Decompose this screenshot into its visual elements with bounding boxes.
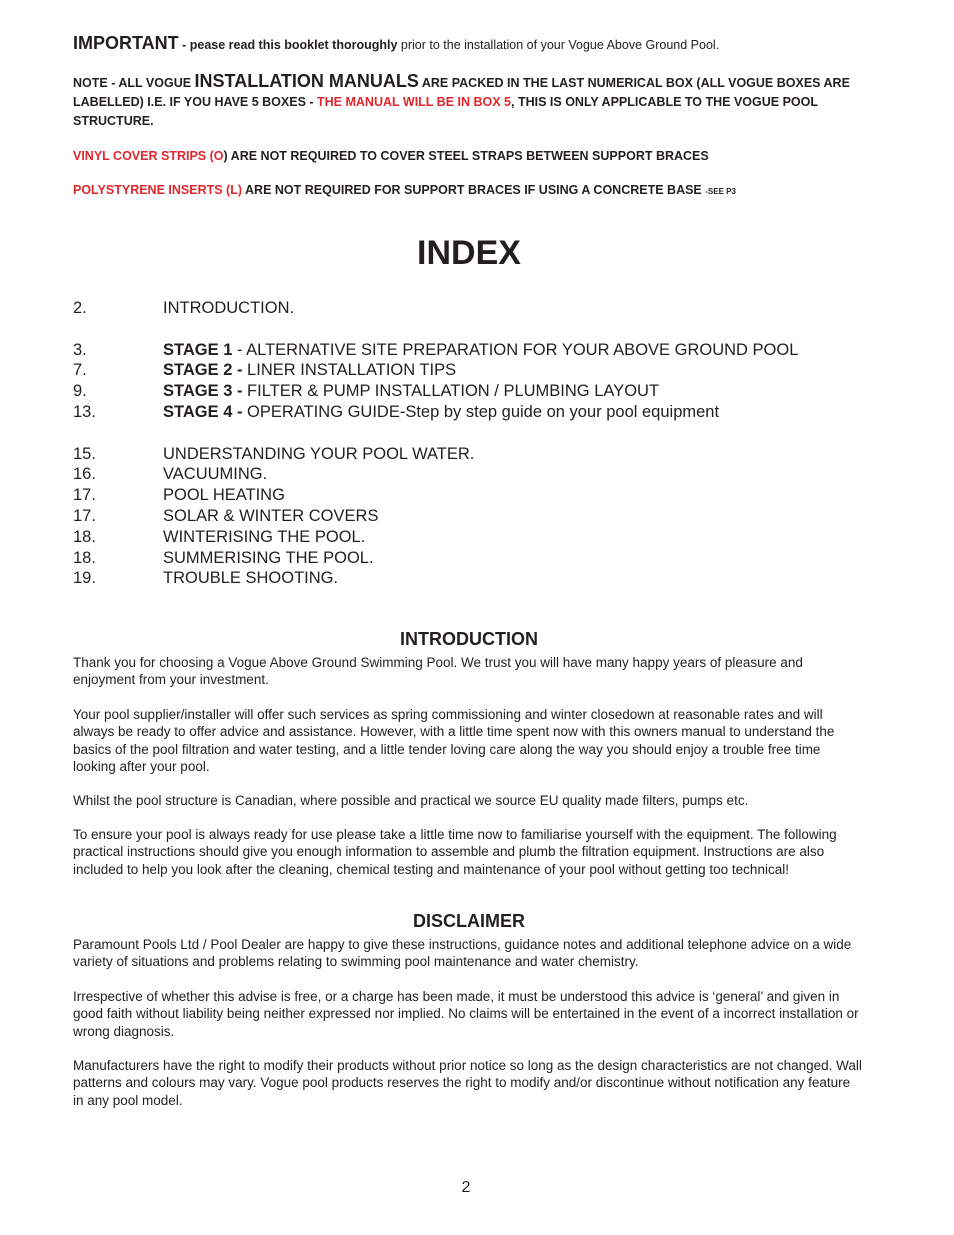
toc-page: 7. xyxy=(73,361,87,380)
polystyrene-note xyxy=(73,183,873,197)
vinyl-red-text: VINYL COVER STRIPS (O xyxy=(73,149,224,163)
toc-title: SOLAR & WINTER COVERS xyxy=(163,506,379,525)
intro-paragraph: Your pool supplier/installer will offer such services as spring commissioning and winter closedown at reasonable rates and will always be ready to offer advice and assistance. However, with a little time spent now with this owners manual to understand the basics of the pool filtration and water testing, and a little tender loving care along the way you should enjoy a trouble free time looking after your pool. xyxy=(73,707,835,774)
toc-title: VACUUMING. xyxy=(163,465,268,484)
important-label: IMPORTANT xyxy=(73,33,179,53)
toc-title: WINTERISING THE POOL. xyxy=(163,527,366,546)
toc-page: 2. xyxy=(73,299,87,317)
important-bold-text: - pease read this booklet thoroughly xyxy=(178,38,398,52)
toc-page: 13. xyxy=(73,402,96,421)
toc-page: 18. xyxy=(73,527,96,546)
toc-title: FILTER & PUMP INSTALLATION / PLUMBING LAYOUT xyxy=(242,382,660,401)
note-text-2: ARE PACKED IN THE LAST NUMERICAL BOX (ALL VOGUE BOXES ARE LABELLED) I.E. IF YOU HAVE 5 BOXES - xyxy=(73,76,850,109)
disclaimer-paragraph: Manufacturers have the right to modify their products without prior notice so long as the design characteristics are not changed. Wall patterns and colours may vary. Vogue pool products reserves the right to modify and/or discontinue without notification any feature in any pool model. xyxy=(73,1058,862,1108)
toc-stage: STAGE 3 - xyxy=(163,382,243,401)
toc-title: UNDERSTANDING YOUR POOL WATER. xyxy=(163,444,475,463)
important-text: prior to the installation of your Vogue Above Ground Pool. xyxy=(397,38,720,52)
toc-page: 17. xyxy=(73,506,96,525)
vinyl-text: ) ARE NOT REQUIRED TO COVER STEEL STRAPS BETWEEN SUPPORT BRACES xyxy=(223,149,709,163)
toc-page: 18. xyxy=(73,548,96,567)
poly-red-text: POLYSTYRENE INSERTS (L) xyxy=(73,183,243,197)
toc-title: LINER INSTALLATION TIPS xyxy=(242,361,457,380)
toc-page: 9. xyxy=(73,382,87,401)
disclaimer-paragraph: Irrespective of whether this advise is free, or a charge has been made, it must be understood this advice is ‘general’ and given in good faith without liability being neither expressed nor implied. No claims will be entertained in the event of a incorrect installation or wrong diagnosis. xyxy=(73,989,859,1039)
toc-page: 17. xyxy=(73,486,96,505)
index-title: INDEX xyxy=(417,234,521,272)
note-text-1: NOTE - ALL VOGUE xyxy=(73,76,195,90)
note-text-3: , THIS IS ONLY APPLICABLE TO THE VOGUE POOL STRUCTURE. xyxy=(73,95,818,128)
toc-page: 19. xyxy=(73,569,96,588)
intro-paragraph: To ensure your pool is always ready for use please take a little time now to familiarise yourself with the equipment. The following practical instructions should give you enough information to assemble and plumb the filtration equipment. Instructions are also included to help you look after the cleaning, chemical testing and maintenance of your pool without getting too technical! xyxy=(73,827,837,877)
important-notice xyxy=(73,31,873,57)
toc-page: 15. xyxy=(73,444,96,463)
disclaimer-heading: DISCLAIMER xyxy=(413,911,525,931)
note-manuals-label: INSTALLATION MANUALS xyxy=(194,71,419,91)
disclaimer-paragraph: Paramount Pools Ltd / Pool Dealer are happy to give these instructions, guidance notes and additional telephone advice on a wide variety of situations and problems relating to swimming pool maintenance and water chemistry. xyxy=(73,937,852,970)
note-red-text: THE MANUAL WILL BE IN BOX 5 xyxy=(317,95,512,109)
toc-title: OPERATING GUIDE-Step by step guide on your pool equipment xyxy=(242,402,720,421)
intro-paragraph: Thank you for choosing a Vogue Above Ground Swimming Pool. We trust you will have many happy years of pleasure and enjoyment from your investment. xyxy=(73,655,803,688)
toc-stage: STAGE 4 - xyxy=(163,402,243,421)
intro-paragraph: Whilst the pool structure is Canadian, where possible and practical we source EU quality made filters, pumps etc. xyxy=(73,793,749,808)
installation-note xyxy=(73,72,863,131)
toc-title: SUMMERISING THE POOL. xyxy=(163,548,374,567)
poly-see-note: -SEE P3 xyxy=(705,187,736,196)
introduction-heading: INTRODUCTION xyxy=(400,629,538,649)
vinyl-cover-note xyxy=(73,149,873,163)
poly-text: ARE NOT REQUIRED FOR SUPPORT BRACES IF USING A CONCRETE BASE xyxy=(242,183,706,197)
toc-page: 16. xyxy=(73,465,96,484)
toc-stage: STAGE 2 - xyxy=(163,361,243,380)
page-number: 2 xyxy=(461,1179,471,1196)
toc-title: - ALTERNATIVE SITE PREPARATION FOR YOUR ABOVE GROUND POOL xyxy=(232,340,799,359)
toc-page: 3. xyxy=(73,340,87,359)
toc-stage: STAGE 1 xyxy=(163,340,233,359)
toc-title: POOL HEATING xyxy=(163,486,285,505)
toc-title: INTRODUCTION. xyxy=(163,299,295,317)
toc-title: TROUBLE SHOOTING. xyxy=(163,569,339,588)
